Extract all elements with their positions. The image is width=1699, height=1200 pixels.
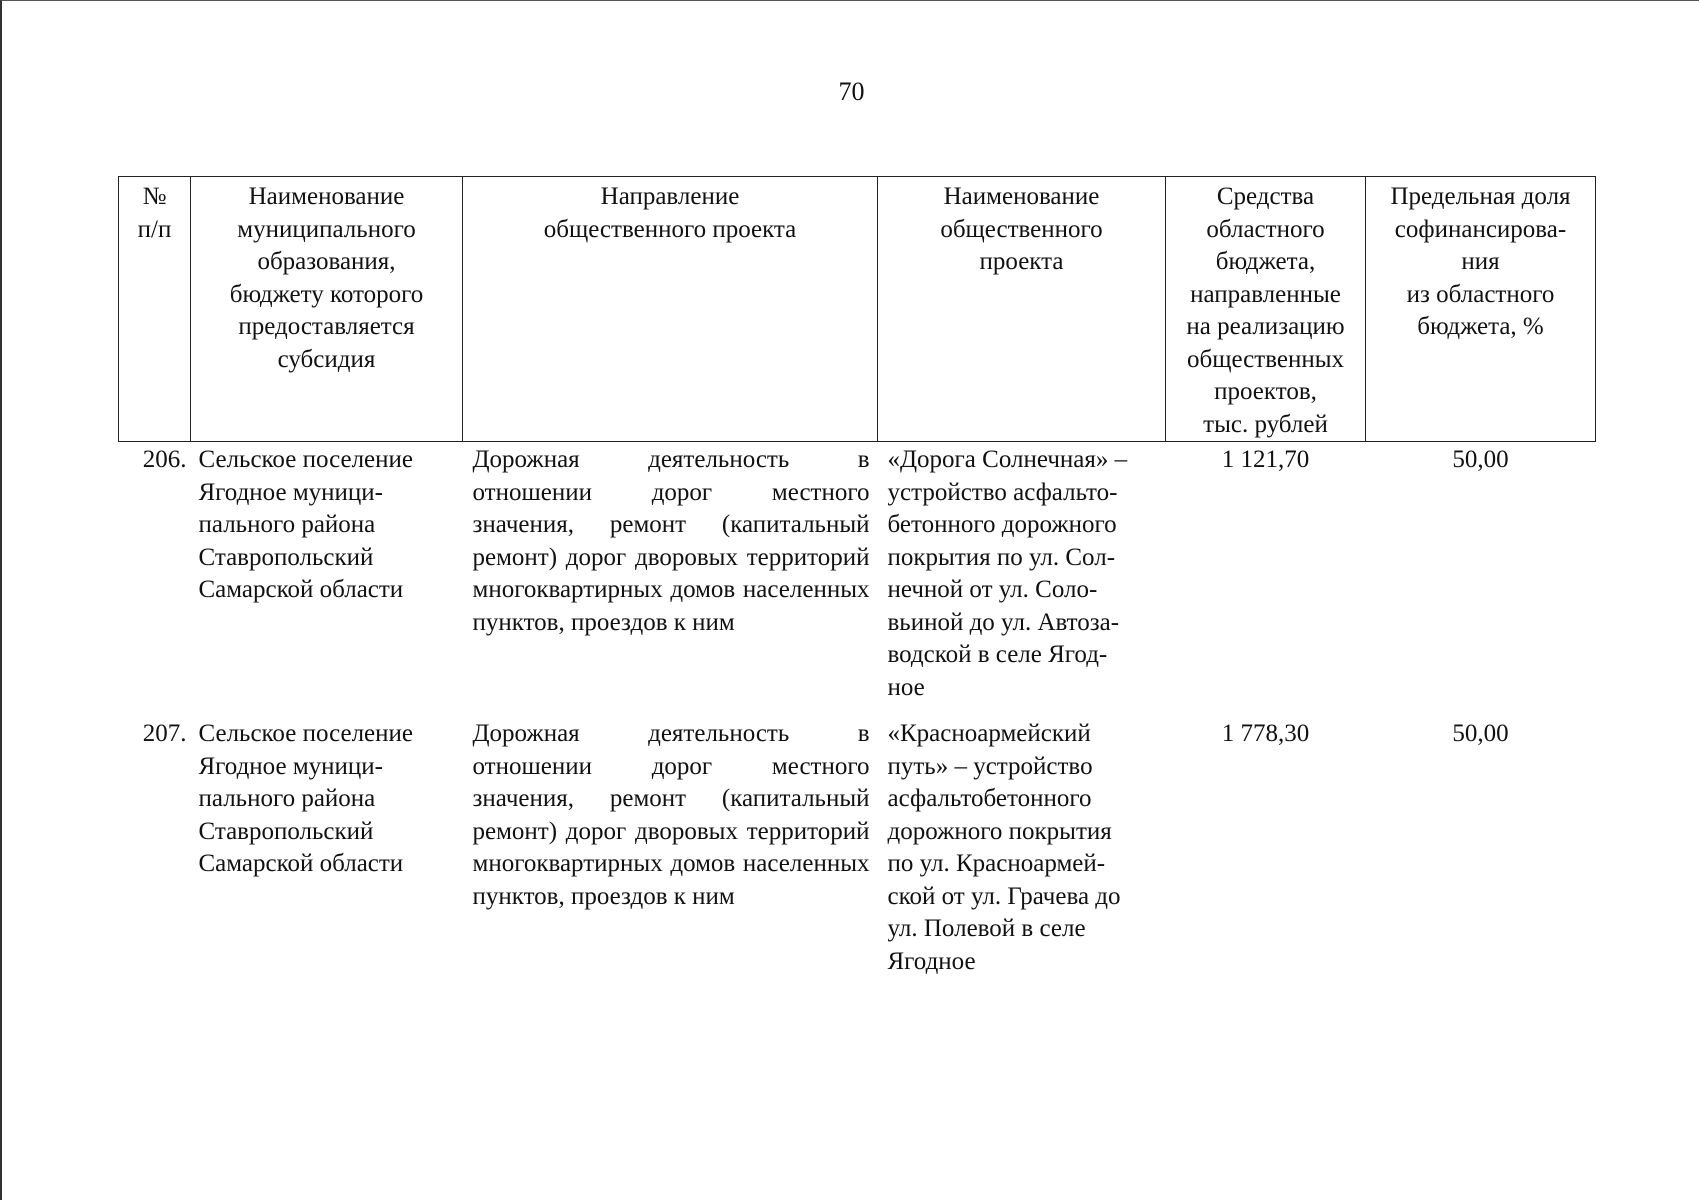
- table-row: [119, 718, 1596, 992]
- row-num: 206.: [142, 446, 187, 473]
- header-project: Наименование общественного проекта: [878, 177, 1166, 442]
- row-municipality: Сельское поселение Ягодное муници- пального района Ставропольский Самарской области: [198, 720, 414, 877]
- table-row: [119, 442, 1596, 719]
- table-header-row: [119, 177, 1596, 442]
- header-share: Предельная доля софинансирова- ния из областного бюджета, %: [1366, 177, 1596, 442]
- subsidy-table: [118, 176, 1596, 992]
- header-municipality: Наименование муниципального образования, бюджету которого предоставляется субсидия: [191, 177, 463, 442]
- row-direction: Дорожная деятельность в отношении дорог местного значения, ремонт (капитальный ремонт) дорог дворовых территорий многоквартирных домов населенных пунктов, проездов к ним: [472, 720, 870, 910]
- row-funds: 1 121,70: [1221, 446, 1310, 473]
- row-project: «Дорога Солнечная» – устройство асфальто- бетонного дорожного покрытия по ул. Сол- нечной от ул. Соло- вьиной до ул. Автоза- водской в селе Ягод- ное: [887, 446, 1128, 701]
- row-funds: 1 778,30: [1221, 720, 1310, 747]
- header-num: № п/п: [119, 177, 191, 442]
- row-share: 50,00: [1452, 446, 1509, 473]
- row-project: «Красноармейский путь» – устройство асфальтобетонного дорожного покрытия по ул. Красноармей- ской от ул. Грачева до ул. Полевой в селе Ягодное: [887, 720, 1121, 975]
- row-num: 207.: [142, 720, 187, 747]
- header-direction: Направление общественного проекта: [463, 177, 878, 442]
- row-share: 50,00: [1452, 720, 1509, 747]
- header-funds: Средства областного бюджета, направленные на реализацию общественных проектов, тыс. рублей: [1166, 177, 1366, 442]
- row-direction: Дорожная деятельность в отношении дорог местного значения, ремонт (капитальный ремонт) дорог дворовых территорий многоквартирных домов населенных пунктов, проездов к ним: [472, 446, 870, 636]
- page-number: 70: [838, 77, 865, 106]
- row-municipality: Сельское поселение Ягодное муници- пального района Ставропольский Самарской области: [198, 446, 414, 603]
